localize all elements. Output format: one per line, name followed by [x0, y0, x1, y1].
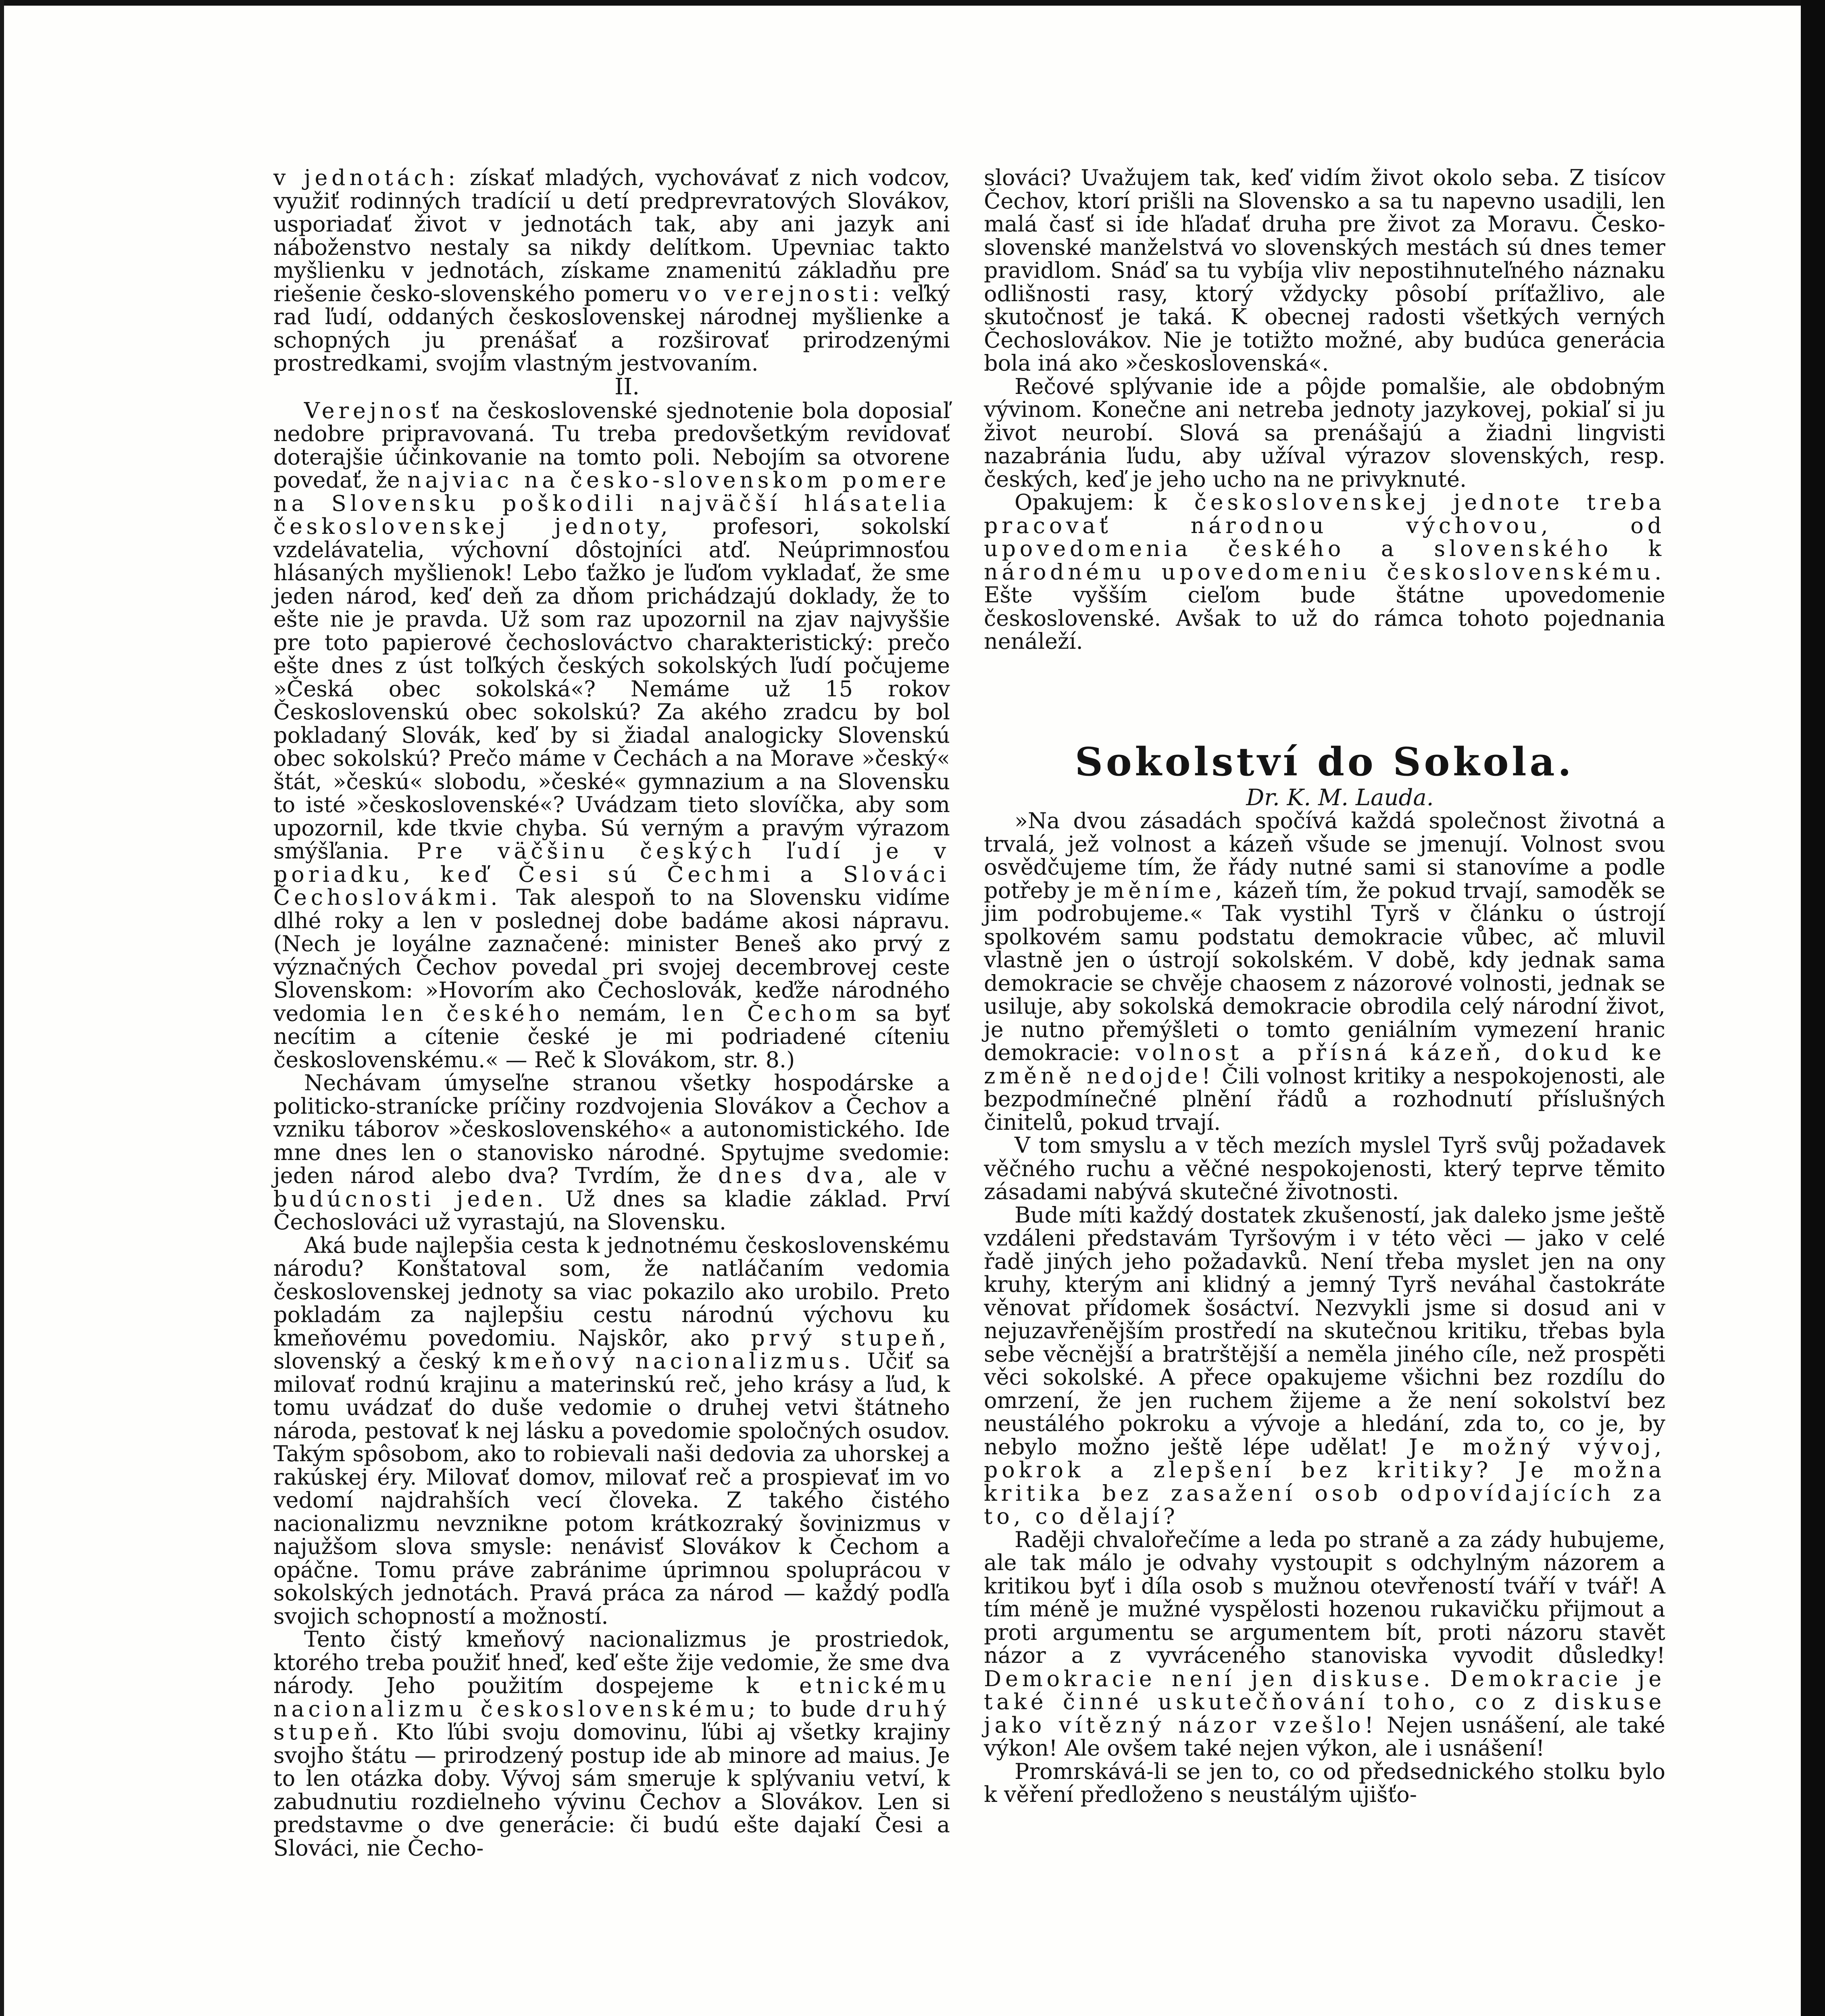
spaced-emphasis: len Čechom: [682, 1000, 860, 1026]
text-run: Bude míti každý dostatek zkušeností, jak daleko jsme ještě vzdáleni představám Tyršovým i v této věci — jako v celé řadě jiných jeho požadavků. Není třeba myslet jen na ony kruhy, kterým ani klidný a jemný Tyrš neváhal častokráte věnovat přídomek šosáctví. Nezvykli jsme si dosud ani v nejuzavřenějším prostředí na skutečnou kritiku, třebas byla sebe věcnější a bratrštější a neměla jiného cíle, než prospěti věci sokolské. A přece opakujeme všichni bez rozdílu do omrzení, že jen ruchem žijeme a že není sokolství bez neustálého pokroku a vývoje a hledání, zda to, co je, by nebylo možno ještě lépe udělat!: [984, 1202, 1665, 1460]
spaced-emphasis: k československej jednote treba pracovať národnou výchovou, od upovedomenia českého a slovenského k národnému upovedomeniu československému.: [984, 489, 1666, 585]
text-run: Opakujem:: [1015, 489, 1154, 515]
text-run: Ešte vyšším cieľom bude štátne upovedomenie československé. Avšak to už do rámca tohoto pojednania nenáleží.: [984, 582, 1665, 654]
spaced-emphasis: Pre väčšinu českých ľudí je v poriadku, keď Česi sú Čechmi a Slováci Čechoslovákmi.: [273, 838, 950, 910]
paragraph: slováci? Uvažujem tak, keď vidím život okolo seba. Z tisícov Čechov, ktorí prišli na Slovensko a sa tu napevno usadili, len malá časť si ide hľadať druha pre život za Moravu. Česko-slovenské manželstvá vo slovenských mestách sú dnes temer pravidlom. Snáď sa tu vybíja vliv nepostihnuteľného náznaku odlišnosti rasy, ktorý vždycky pôsobí príťažlivo, ale skutočnosť je taká. K obecnej radosti všetkých verných Čechoslovákov. Nie je totižto možné, aby budúca generácia bola iná ako »československá«.: [984, 165, 1665, 376]
text-run: Už dnes sa kladie základ. Prví Čechoslováci už vyrastajú, na Slovensku.: [273, 1186, 950, 1235]
article-author: Dr. K. M. Lauda.: [1246, 784, 1434, 811]
text-run: veľký rad ľudí, oddaných československej národnej myšlienke a schopných ju prenášať a rozširovať prirodzenými prostredkami, svojím vlastným jestvovaním.: [273, 281, 950, 376]
spaced-emphasis: len českého: [381, 1000, 564, 1026]
text-run: na československé sjednotenie bola doposiaľ nedobre pripravovaná. Tu treba predovšetkým revidovať doterajšie účinkovanie na tomto poli. Nebojím sa otvorene povedať, že: [273, 398, 950, 493]
text-run: Aká bude najlepšia cesta k jednotnému československému národu? Konštatoval som, že natláčaním vedomia československej jednoty sa viac pokazilo ako urobilo. Preto pokladám za najlepšiu cestu národnú výchovu ku kmeňovému povedomiu. Najskôr, ako: [273, 1232, 950, 1351]
text-run: Raději chvalořečíme a leda po straně a za zády hubujeme, ale tak málo je odvahy vystoupit s odchylným názorem a kritikou byť i díla osob s mužnou otevřeností tváří v tvář! A tím méně je mužné vyspělosti hozenou rukavičku přijmout a proti argumentu se argumentem bít, proti názoru stavět názor a z vyvráceného stanoviska vyvodit důsledky!: [984, 1527, 1665, 1668]
text-run: Čili volnost kritiky a nespokojenosti, ale bezpodmínečné plnění řádů a rozhodnutí příslušných činitelů, pokud trvají.: [984, 1063, 1665, 1135]
text-run: slovenský a český: [273, 1348, 493, 1374]
text-run: sa byť necítim a cítenie české je mi podriadené cíteniu československému.« — Reč k Slovákom, str. 8.): [273, 1000, 950, 1073]
paragraph: [273, 1628, 950, 1860]
spaced-emphasis: najviac na česko-slovenskom pomere na Slovensku poškodili najväčší hlásatelia československej jednoty,: [273, 467, 950, 539]
spaced-emphasis: Demokracie není jen diskuse. Demokracie je také činné uskutečňování toho, co z diskuse jako vítězný názor vzešlo!: [984, 1666, 1665, 1738]
left-column: [273, 166, 950, 1860]
text-run: ale: [868, 1163, 934, 1188]
paragraph: [984, 1528, 1665, 1760]
spaced-emphasis: v budúcnosti jeden.: [273, 1163, 950, 1212]
text-run: Tento čistý kmeňový nacionalizmus je prostriedok, ktorého treba použiť hneď, keď ešte žije vedomie, že sme dva národy. Jeho použitím dospejeme: [273, 1627, 950, 1698]
paragraph: Promrskává-li se jen to, co od předsednického stolku bylo k věření předloženo s neustálým ujišťo-: [984, 1758, 1665, 1807]
text-run: Kto ľúbi svoju domovinu, ľúbi aj všetky krajiny svojho štátu — prirodzený postup ide ab minore ad maius. Je to len otázka doby. Vývoj sám smeruje k splývaniu vetví, k zabudnutiu rozdielneho vývinu Čechov a Slovákov. Len si predstavme o dve generácie: či budú ešte dajakí Česi a Slováci, nie Čecho-: [273, 1719, 950, 1861]
paragraph: [273, 399, 950, 1072]
text-run: kázeň tím, že pokud trvají, samoděk se jim podrobujeme.« Tak vystihl Tyrš v článku o ústrojí spolkovém samu podstatu demokracie vůbec, ač mluvil vlastně jen o ústrojí sokolském. V době, kdy jednak sama demokracie se chvěje chaosem z názorové volnosti, jednak se usiluje, aby sokolská demokracie obrodila celý národní život, je nutno přemýšleti o tomto geniálním vymezení hranic demokracie:: [984, 877, 1665, 1065]
right-column: [984, 166, 1665, 1806]
text-run: Nejen usnášení, ale také výkon! Ale ovšem také nejen výkon, ale i usnášení!: [984, 1712, 1665, 1761]
paragraph: [273, 166, 950, 375]
text-run: to bude: [759, 1696, 866, 1722]
paragraph: [984, 809, 1665, 1134]
text-run: Nechávam úmyseľne stranou všetky hospodárske a politicko-stranícke príčiny rozdvojenia Slovákov a Čechov a vzniku táborov »československého« a autonomistického. Ide mne dnes len o stanovisko národné. Spytujme svedomie: jeden národ alebo dva? Tvrdím, že: [273, 1070, 950, 1188]
spaced-emphasis: prvý stupeň,: [751, 1325, 950, 1351]
text-run: profesori, sokolskí vzdelávatelia, výchovní dôstojníci atď. Neúprimnosťou hlásaných myšlienok! Lebo ťažko je ľuďom vykladať, že sme jeden národ, keď deň za dňom prichádzajú doklady, že to ešte nie je pravda. Už som raz upozornil na zjav najvyššie pre toto papierové čechoslováctvo charakteristický: prečo ešte dnes z úst toľkých českých sokolských ľudí počujeme »Česká obec sokolská«? Nemáme už 15 rokov Československú obec sokolskú? Za akého zradcu by bol pokladaný Slovák, keď by si žiadal analogicky Slovenskú obec sokolskú? Prečo máme v Čechách a na Morave »český« štát, »českú« slobodu, »české« gymnazium a na Slovensku to isté »československé«? Uvádzam tieto slovíčka, aby som upozornil, kde tkvie chyba. Sú verným a pravým výrazom smýšľania.: [273, 514, 950, 864]
spaced-emphasis: Je možný vývoj, pokrok a zlepšení bez kritiky? Je možna kritika bez zasažení osob odpovídajících za to, co dělají?: [984, 1434, 1665, 1529]
text-run: Učiť sa milovať rodnú krajinu a materinskú reč, jeho krásy a ľud, k tomu uvádzať do duše vedomie o druhej vetvi štátneho národa, pestovať k nej lásku a povedomie spoločných osudov. Takým spôsobom, ako to robievali naši dedovia za uhorskej a rakúskej éry. Milovať domov, milovať reč a prospievať im vo vedomí najdrahších vecí človeka. Z takého čistého nacionalizmu nevznikne potom krátkozraký šovinizmus v najužšom slova smysle: nenávisť Slovákov k Čechom a opáčne. Tomu práve zabránime úprimnou spoluprácou v sokolských jednotách. Pravá práca za národ — každý podľa svojich schopností a možností.: [273, 1348, 950, 1629]
paragraph: [273, 1071, 950, 1234]
scan-border-top: [0, 0, 1825, 6]
text-run: nemám,: [563, 1000, 682, 1026]
paragraph: [984, 491, 1665, 653]
spaced-emphasis: v jednotách:: [273, 165, 459, 190]
text-run: Tak alespoň to na Slovensku vidíme dlhé roky a len v poslednej dobe badáme akosi nápravu. (Nech je loyálne zaznačené: minister Beneš ako prvý z význačných Čechov povedal pri svojej decembrovej ceste Slovenskom: »Hovorím ako Čechoslovák, keďže národného vedomia: [273, 885, 950, 1026]
scan-border-left: [0, 0, 4, 2016]
scan-border-right: [1801, 0, 1825, 2016]
spaced-emphasis: k etnickému nacionalizmu československému;: [273, 1673, 950, 1722]
paragraph: [984, 1204, 1665, 1528]
spaced-emphasis: měníme,: [1104, 877, 1226, 903]
spaced-emphasis: vo verejnosti:: [678, 281, 884, 306]
spaced-emphasis: kmeňový nacionalizmus.: [493, 1348, 855, 1374]
spaced-emphasis: Verejnosť: [304, 398, 443, 423]
spaced-emphasis: dnes dva,: [718, 1163, 868, 1188]
text-run: získať mladých, vychovávať z nich vodcov, využiť rodinných tradícií u detí predprevratových Slovákov, usporiadať život v jednotách tak, aby ani jazyk ani náboženstvo nestaly sa nikdy delítkom. Upevniac takto myšlienku v jednotách, získame znamenitú základňu pre riešenie česko-slovenského pomeru: [273, 165, 950, 306]
paragraph: Rečové splývanie ide a pôjde pomalšie, ale obdobným vývinom. Konečne ani netreba jednoty jazykovej, pokiaľ si ju život neurobí. Slová sa prenášajú a žiadni lingvisti nazabránia ľudu, aby užíval výrazov slovenských, resp. českých, keď je jeho ucho na ne privyknuté.: [984, 373, 1665, 492]
text-run: »Na dvou zásadách spočívá každá společnost životná a trvalá, jež volnost a kázeň všude se jmenují. Volnost svou osvědčujeme tím, že řády nutné sami si stanovíme a podle potřeby je: [984, 808, 1665, 903]
paragraph: [273, 1234, 950, 1628]
article-title: Sokolství do Sokola.: [1075, 739, 1575, 785]
spaced-emphasis: volnost a přísná kázeň, dokud ke změně nedojde!: [984, 1040, 1665, 1089]
spaced-emphasis: druhý stupeň.: [273, 1696, 950, 1745]
paragraph: V tom smyslu a v těch mezích myslel Tyrš svůj požadavek věčného ruchu a věčné nespokojenosti, který teprve těmito zásadami nabývá skutečné životnosti.: [984, 1133, 1665, 1204]
section-numeral: II.: [614, 373, 640, 400]
